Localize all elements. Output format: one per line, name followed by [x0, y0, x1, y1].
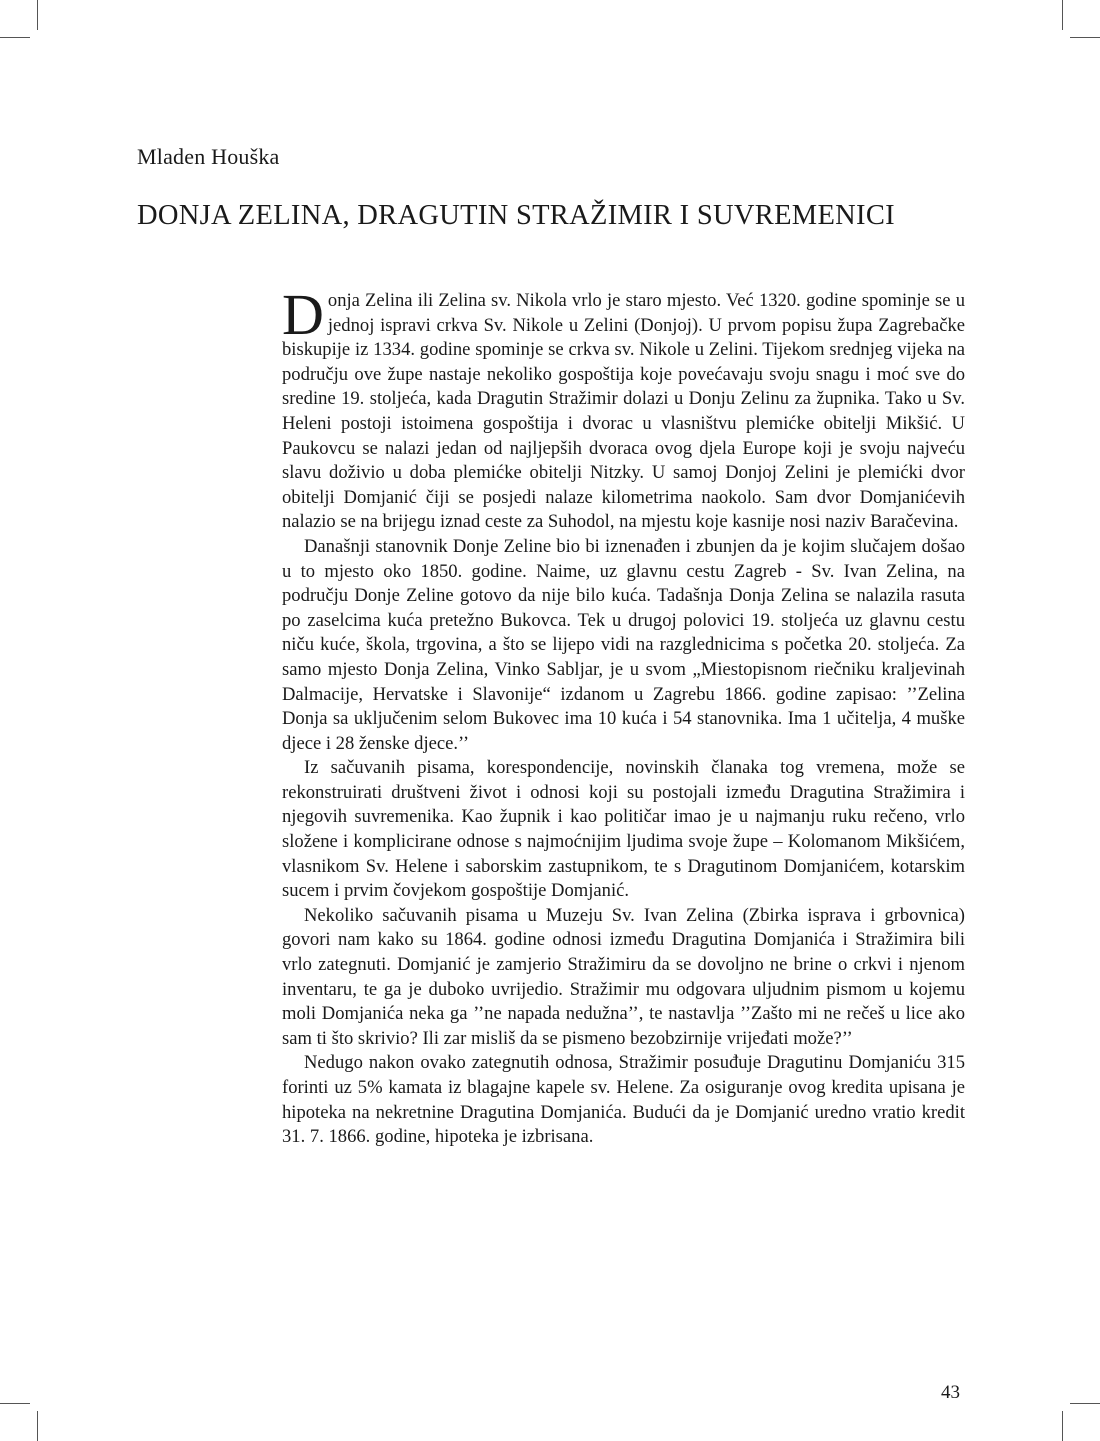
paragraph: Iz sačuvanih pisama, korespondencije, novinskih članaka tog vremena, može se rekonstruirati društveni život i odnosi koji su postojali između Dragutina Stražimira i njegovih suvremenika. Kao župnik i kao političar imao je u najmanju ruku rečeno, vrlo složene i komplicirane odnose s najmoćnijim ljudima svoje župe – Kolomanom Mikšićem, vlasnikom Sv. Helene i saborskim zastupnikom, te s Dragutinom Domjanićem, kotarskim sucem i prvim čovjekom gospoštije Domjanić. — [282, 757, 965, 902]
crop-mark — [37, 1411, 38, 1441]
paragraph — [282, 282, 965, 535]
article-title: DONJA ZELINA, DRAGUTIN STRAŽIMIR I SUVREMENICI — [137, 200, 895, 231]
paragraph: Nedugo nakon ovako zategnutih odnosa, Stražimir posuđuje Dragutinu Domjaniću 315 forinti uz 5% kamata iz blagajne kapele sv. Helene. Za osiguranje ovog kredita upisana je hipoteka na nekretnine Dragutina Domjanića. Budući da je Domjanić uredno vratio kredit 31. 7. 1866. godine, hipoteka je izbrisana. — [282, 1052, 965, 1148]
paragraph: Nekoliko sačuvanih pisama u Muzeju Sv. Ivan Zelina (Zbirka isprava i grbovnica) govori nam kako su 1864. godine odnosi između Dragutina Domjanića i Stražimira bili vrlo zategnuti. Domjanić je zamjerio Stražimiru da se dovoljno ne brine o crkvi i njenom inventaru, te ga je duboko uvrijedio. Stražimir mu odgovara uljudnim pismom u kojemu moli Domjanića neka ga ’’ne napada nedužna’’, te nastavlja ’’Zašto mi ne rečeš u lice ako sam ti što skrivio? Ili zar misliš da se pismeno bezobzirnije vrijeđati može?’’ — [282, 904, 965, 1049]
crop-mark — [1070, 1403, 1100, 1404]
crop-mark — [0, 1403, 30, 1404]
crop-mark — [0, 37, 30, 38]
page-number: 43 — [941, 1382, 960, 1403]
article-body — [282, 282, 965, 1150]
crop-mark — [1062, 0, 1063, 30]
crop-mark — [37, 0, 38, 30]
paragraph: Današnji stanovnik Donje Zeline bio bi iznenađen i zbunjen da je kojim slučajem došao u to mjesto oko 1850. godine. Naime, uz glavnu cestu Zagreb - Sv. Ivan Zelina, na području Donje Zeline gotovo da nije bilo kuća. Tadašnja Donja Zelina se nalazila rasuta po zaselcima kuća pretežno Bukovca. Tek u drugoj polovici 19. stoljeća uz glavnu cestu niču kuće, škola, trgovina, a što se lijepo vidi na razglednicima s početka 20. stoljeća. Za samo mjesto Donja Zelina, Vinko Sabljar, je u svom „Miestopisnom riečniku kraljevinah Dalmacije, Hervatske i Slavonije“ izdanom u Zagrebu 1866. godine zapisao: ’’Zelina Donja sa uključenim selom Bukovec ima 10 kuća i 54 stanovnika. Ima 1 učitelja, 4 muške djece i 28 ženske djece.’’ — [282, 535, 965, 754]
paragraph-text: onja Zelina ili Zelina sv. Nikola vrlo je staro mjesto. Već 1320. godine spominje se u jednoj ispravi crkva Sv. Nikole u Zelini (Donjoj). U prvom popisu župa Zagrebačke biskupije iz 1334. godine spominje se crkva sv. Nikole u Zelini. Tijekom srednjeg vijeka na području ove župe nastaje nekoliko gospoštija koje povećavaju svoju snagu i moć sve do sredine 19. stoljeća, kada Dragutin Stražimir dolazi u Donju Zelinu za župnika. Tako u Sv. Heleni postoji istoimena gospoštija i dvorac u vlasništvu plemićke obitelji Mikšić. U Paukovcu se nalazi jedan od najljepših dvoraca ovog djela Europe koji je svoju najveću slavu doživio u doba plemićke obitelji Nitzky. U samoj Donjoj Zelini je plemićki dvor obitelji Domjanić čiji se posjedi nalaze kilometrima naokolo. Sam dvor Domjanićevih nalazio se na brijegu iznad ceste za Suhodol, na mjestu koje kasnije nosi naziv Baračevina. — [282, 290, 965, 533]
author-name: Mladen Houška — [137, 144, 280, 169]
drop-cap: D — [282, 282, 324, 347]
crop-mark — [1070, 37, 1100, 38]
crop-mark — [1062, 1411, 1063, 1441]
